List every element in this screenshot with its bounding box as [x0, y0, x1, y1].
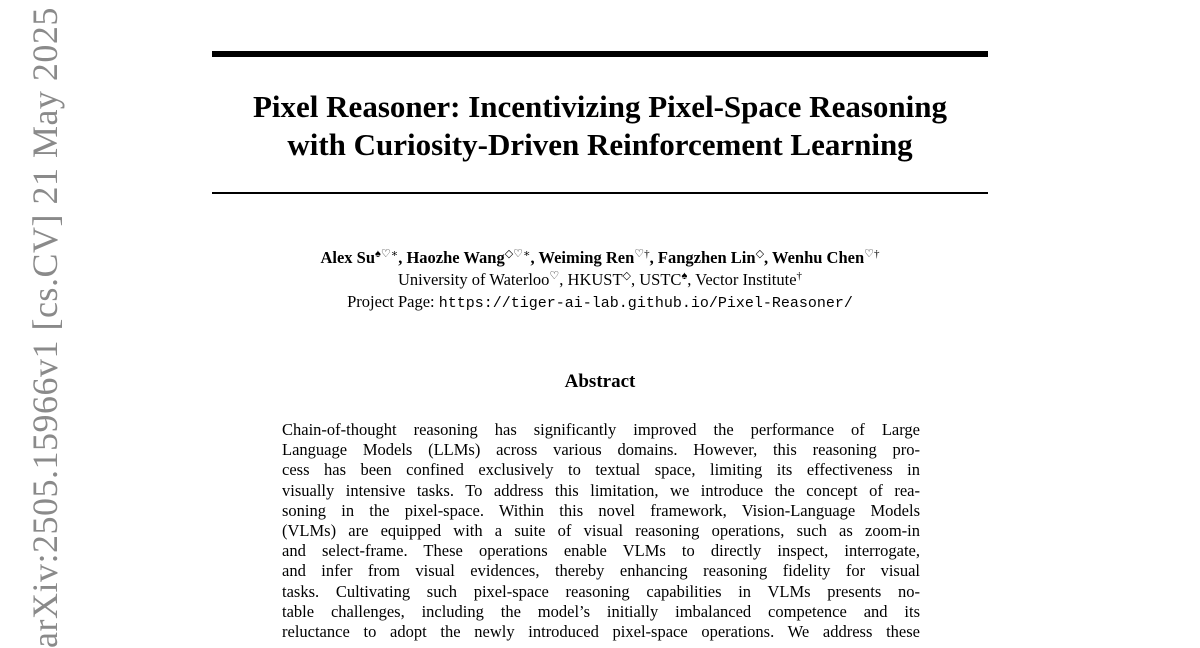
- affiliation-list: University of Waterloo♡, HKUST◇, USTC♠, Vector Institute†: [397, 270, 803, 289]
- author-marks: ♠♡∗: [375, 248, 399, 260]
- author-block: [212, 247, 988, 315]
- abstract-line: Chain-of-thought reasoning has significantly improved the performance of Large: [282, 420, 920, 439]
- affiliation-name: USTC: [639, 270, 682, 289]
- author-name: Haozhe Wang: [406, 248, 505, 267]
- author-list: Alex Su♠♡∗, Haozhe Wang◇♡∗, Weiming Ren♡†, Fangzhen Lin◇, Wenhu Chen♡†: [320, 248, 880, 267]
- affiliation-mark: ♡: [549, 270, 560, 282]
- author-marks: ◇: [755, 248, 765, 260]
- author-marks: ◇♡∗: [504, 248, 531, 260]
- abstract-line: table challenges, including the model’s initially imbalanced competence and its: [282, 601, 920, 621]
- title-bottom-rule: [212, 192, 988, 194]
- paper-title: [212, 88, 988, 164]
- author-name: Fangzhen Lin: [657, 248, 756, 267]
- author-name: Weiming Ren: [538, 248, 635, 267]
- abstract-line: visually intensive tasks. To address this limitation, we introduce the concept of rea-: [282, 480, 920, 500]
- affiliation-mark: †: [796, 270, 803, 282]
- arxiv-side-identifier: arXiv:2505.15966v1 [cs.CV] 21 May 2025: [25, 7, 65, 648]
- author-name: Alex Su: [320, 248, 376, 267]
- author-name: Wenhu Chen: [771, 248, 865, 267]
- affiliation-name: Vector Institute: [695, 270, 797, 289]
- project-page-link[interactable]: https://tiger-ai-lab.github.io/Pixel-Reasoner/: [438, 295, 853, 312]
- affiliation-name: University of Waterloo: [397, 270, 550, 289]
- author-marks: ♡†: [634, 248, 650, 260]
- abstract-line: tasks. Cultivating such pixel-space reasoning capabilities in VLMs presents no-: [282, 581, 920, 601]
- abstract-line: (VLMs) are equipped with a suite of visual reasoning operations, such as zoom-in: [282, 521, 920, 541]
- abstract-line: soning in the pixel-space. Within this novel framework, Vision-Language Models: [282, 500, 920, 520]
- affiliation-name: HKUST: [567, 270, 623, 289]
- title-line-2: with Curiosity-Driven Reinforcement Learning: [287, 127, 913, 162]
- title-top-rule: [212, 51, 988, 57]
- project-page-line: [212, 291, 988, 315]
- affiliation-mark: ♠: [681, 270, 688, 282]
- abstract-line: and infer from visual evidences, thereby enhancing reasoning fidelity for visual: [282, 561, 920, 581]
- affiliation-mark: ◇: [622, 270, 632, 282]
- abstract-line: cess has been confined exclusively to textual space, limiting its effectiveness in: [282, 460, 920, 480]
- abstract-heading: Abstract: [564, 371, 636, 392]
- project-page-label: Project Page:: [347, 292, 435, 311]
- abstract-line: and select-frame. These operations enable VLMs to directly inspect, interrogate,: [282, 541, 920, 561]
- title-line-1: Pixel Reasoner: Incentivizing Pixel-Space Reasoning: [253, 89, 947, 124]
- abstract-line: Language Models (LLMs) across various domains. However, this reasoning pro-: [282, 440, 920, 460]
- abstract-line: reluctance to adopt the newly introduced pixel-space operations. We address these: [282, 622, 920, 642]
- author-marks: ♡†: [864, 248, 880, 260]
- abstract-body: [282, 420, 920, 642]
